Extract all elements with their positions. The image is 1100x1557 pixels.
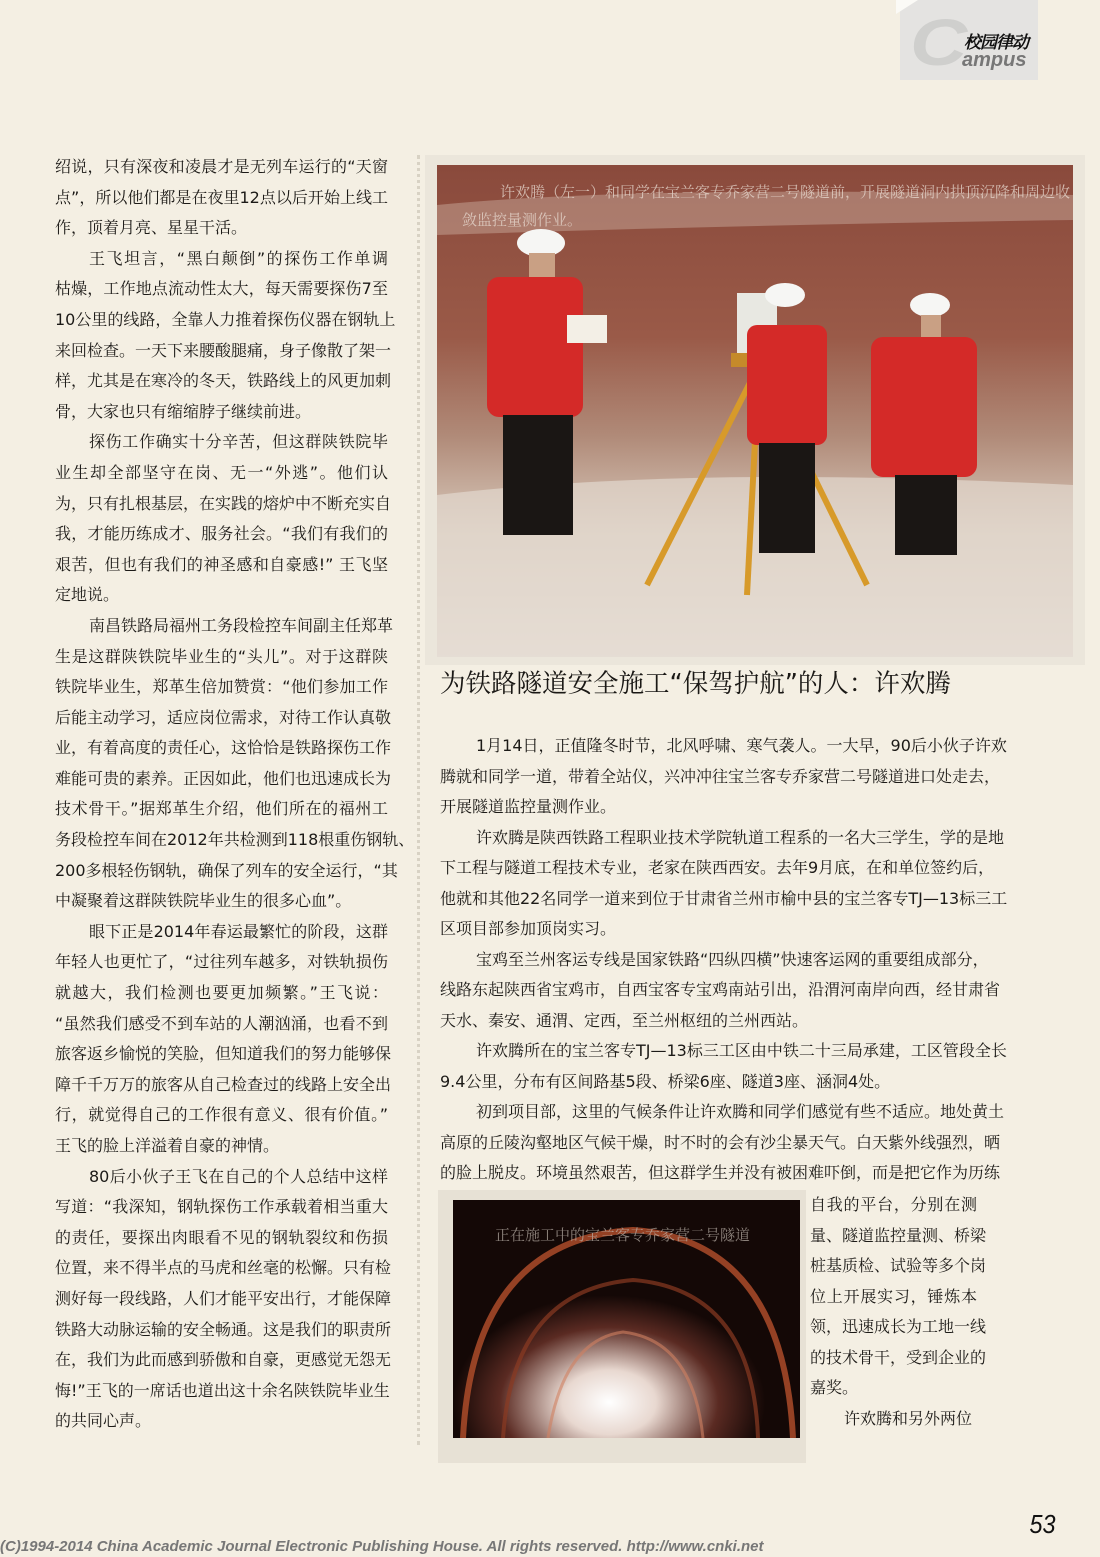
text-line: 位上开展实习，锤炼本 [810, 1286, 977, 1306]
text-line: 障千千万万的旅客从自己检查过的线路上安全出 [55, 1074, 392, 1094]
text-line: 务段检控车间在2012年共检测到118根重伤钢轨、 [55, 830, 415, 850]
text-line: 悔!”王飞的一席话也道出这十余名陕铁院毕业生 [55, 1380, 390, 1400]
text-line: 点”，所以他们都是在夜里12点以后开始上线工 [55, 187, 388, 207]
text-line: 写道：“我深知，钢轨探伤工作承载着相当重大 [55, 1197, 388, 1217]
text-line: 南昌铁路局福州工务段检控车间副主任郑革 [89, 615, 394, 635]
column-divider [417, 155, 420, 1445]
text-line: 他就和其他22名同学一道来到位于甘肃省兰州市榆中县的宝兰客专TJ—13标三工 [440, 888, 1008, 908]
text-line: 9.4公里，分布有区间路基5段、桥梁6座、隧道3座、涵洞4处。 [440, 1071, 891, 1091]
text-line: “虽然我们感受不到车站的人潮汹涌，也看不到 [55, 1013, 388, 1033]
text-line: 位置，来不得半点的马虎和丝毫的松懈。只有检 [55, 1258, 392, 1278]
text-line: 初到项目部，这里的气候条件让许欢腾和同学们感觉有些不适应。地处黄土 [476, 1102, 1005, 1121]
text-line: 生是这群陕铁院毕业生的“头儿”。对于这群陕 [55, 646, 388, 666]
text-line: 骨，大家也只有缩缩脖子继续前进。 [55, 401, 312, 421]
text-line: 线路东起陕西省宝鸡市，自西宝客专宝鸡南站引出，沿渭河南岸向西，经甘肃省 [440, 980, 1001, 999]
text-line: 绍说，只有深夜和凌晨才是无列车运行的“天窗 [55, 157, 388, 176]
text-line: 许欢腾是陕西铁路工程职业技术学院轨道工程系的一名大三学生，学的是地 [476, 827, 1005, 847]
text-line: 领，迅速成长为工地一线 [810, 1317, 987, 1336]
text-line: 铁路大动脉运输的安全畅通。这是我们的职责所 [55, 1319, 392, 1339]
page-number: 53 [1029, 1509, 1056, 1539]
text-line: 来回检查。一天下来腰酸腿痛，身子像散了架一 [55, 340, 392, 360]
text-line: 铁院毕业生，郑革生倍加赞赏：“他们参加工作 [55, 677, 388, 697]
text-line: 80后小伙子王飞在自己的个人总结中这样 [89, 1166, 388, 1186]
text-line: 开展隧道监控量测作业。 [440, 797, 617, 816]
text-line: 天水、秦安、通渭、定西，至兰州枢纽的兰州西站。 [440, 1010, 809, 1030]
text-line: 枯燥，工作地点流动性太大，每天需要探伤7至 [55, 279, 388, 299]
text-line: 200多根轻伤钢轨，确保了列车的安全运行，“其 [55, 860, 398, 880]
photo-caption: 许欢腾（左一）和同学在宝兰客专乔家营二号隧道前，开展隧道洞内拱顶沉降和周边收敛监控量测作业。 [462, 183, 1071, 229]
photo-caption: 正在施工中的宝兰客专乔家营二号隧道 [495, 1226, 751, 1244]
text-line: 年轻人也更忙了，“过往列车越多，对铁轨损伤 [55, 952, 388, 972]
text-line: 作，顶着月亮、星星干活。 [55, 218, 248, 238]
text-line: 宝鸡至兰州客运专线是国家铁路“四纵四横”快速客运网的重要组成部分， [476, 949, 989, 969]
text-line: 业，有着高度的责任心，这恰恰是铁路探伤工作 [55, 738, 392, 758]
copyright-watermark: (C)1994-2014 China Academic Journal Electronic Publishing House. All rights reserved. http://www.cnki.net [0, 1538, 764, 1555]
text-line: 在，我们为此而感到骄傲和自豪，更感觉无怨无 [55, 1350, 392, 1370]
text-line: 后能主动学习，适应岗位需求，对待工作认真敬 [55, 707, 392, 727]
text-line: 中凝聚着这群陕铁院毕业生的很多心血”。 [55, 891, 352, 911]
text-line: 探伤工作确实十分辛苦，但这群陕铁院毕 [89, 432, 388, 452]
text-line: 的责任，要探出肉眼看不见的钢轨裂纹和伤损 [55, 1227, 388, 1247]
text-line: 区项目部参加顶岗实习。 [440, 919, 617, 938]
text-line: 定地说。 [55, 585, 120, 605]
text-line: 行，就觉得自己的工作很有意义、很有价值。” [55, 1105, 388, 1125]
text-line: 就越大，我们检测也要更加频繁。”王飞说： [55, 983, 388, 1003]
logo-english: ampus [962, 49, 1027, 71]
text-line: 高原的丘陵沟壑地区气候干燥，时不时的会有沙尘暴天气。白天紫外线强烈，晒 [440, 1132, 1001, 1152]
text-line: 的技术骨干，受到企业的 [810, 1347, 987, 1367]
text-line: 样，尤其是在寒冷的冬天，铁路线上的风更加刺 [55, 371, 392, 391]
article-title: 为铁路隧道安全施工“保驾护航”的人：许欢腾 [440, 669, 951, 699]
logo-letter: C [910, 5, 963, 79]
surveying-team-photo [437, 165, 1073, 657]
text-line: 1月14日，正值隆冬时节，北风呼啸、寒气袭人。一大早，90后小伙子许欢 [476, 736, 1007, 755]
text-line: 眼下正是2014年春运最繁忙的阶段，这群 [89, 921, 388, 941]
text-line: 王飞坦言，“黑白颠倒”的探伤工作单调 [89, 248, 388, 268]
text-line: 自我的平台，分别在测 [810, 1195, 977, 1214]
campus-logo [900, 0, 1038, 80]
text-line: 测好每一段线路，人们才能平安出行，才能保障 [55, 1288, 392, 1308]
text-line: 为，只有扎根基层，在实践的熔炉中不断充实自 [55, 493, 392, 513]
text-line: 10公里的线路，全靠人力推着探伤仪器在钢轨上 [55, 309, 396, 329]
text-line: 下工程与隧道工程技术专业，老家在陕西西安。去年9月底，在和单位签约后， [440, 858, 995, 877]
text-line: 许欢腾所在的宝兰客专TJ—13标三工区由中铁二十三局承建，工区管段全长 [476, 1041, 1007, 1060]
article-body [440, 731, 1008, 1189]
text-line: 我，才能历练成才、服务社会。“我们有我们的 [55, 524, 388, 544]
left-column-text [55, 152, 415, 1437]
article-body-wrapped [810, 1190, 987, 1434]
text-line: 艰苦，但也有我们的神圣感和自豪感!” 王飞坚 [55, 554, 388, 574]
text-line: 难能可贵的素养。正因如此，他们也迅速成长为 [55, 768, 392, 788]
text-line: 许欢腾和另外两位 [844, 1408, 973, 1428]
text-line: 量、隧道监控量测、桥梁 [810, 1225, 987, 1245]
text-line: 的脸上脱皮。环境虽然艰苦，但这群学生并没有被困难吓倒，而是把它作为历练 [440, 1163, 1001, 1182]
text-line: 旅客返乡愉悦的笑脸，但知道我们的努力能够保 [55, 1044, 392, 1064]
text-line: 的共同心声。 [55, 1411, 152, 1431]
text-line: 桩基质检、试验等多个岗 [810, 1256, 987, 1275]
logo-section-name: 校园律动 [964, 33, 1028, 53]
text-line: 嘉奖。 [810, 1378, 859, 1397]
text-line: 王飞的脸上洋溢着自豪的神情。 [55, 1136, 280, 1155]
text-line: 腾就和同学一道，带着全站仪，兴冲冲往宝兰客专乔家营二号隧道进口处走去， [440, 766, 1001, 786]
text-line: 业生却全部坚守在岗、无一“外逃”。他们认 [55, 462, 388, 482]
text-line: 技术骨干。”据郑革生介绍，他们所在的福州工 [55, 799, 388, 819]
